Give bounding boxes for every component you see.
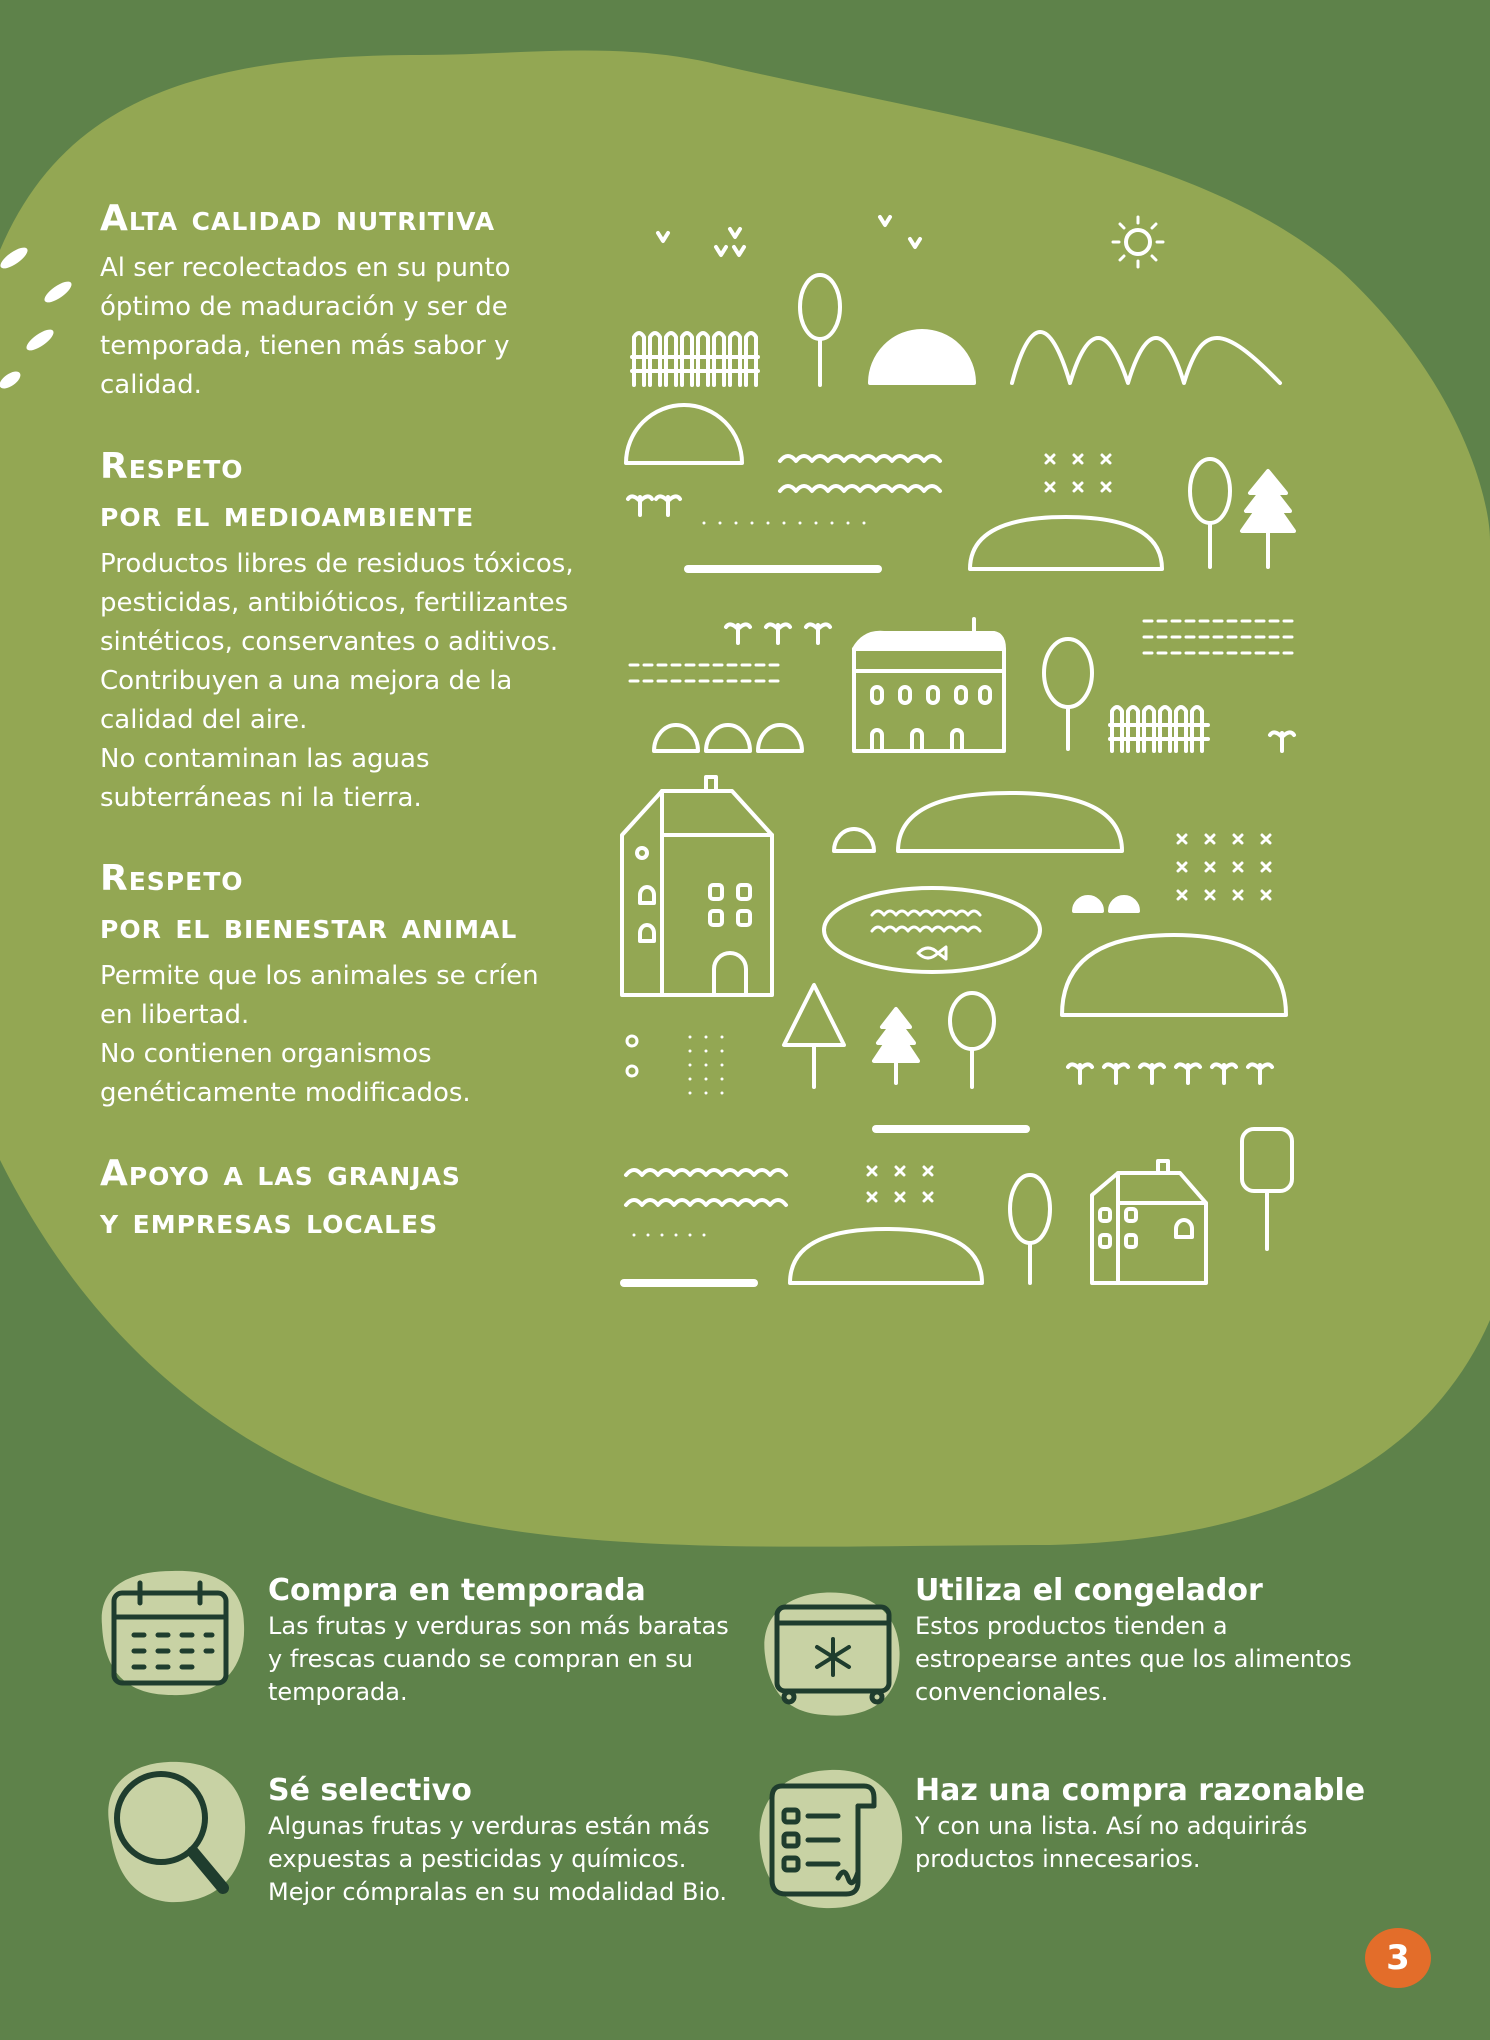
pine-tree-icon	[874, 1009, 918, 1083]
magnifier-icon	[95, 1752, 255, 1912]
tree-icon	[800, 275, 840, 385]
section-title: Apoyo a las granjas y empresas locales	[100, 1153, 461, 1242]
section-body: Al ser recolectados en su punto óptimo de maduración y ser de temporada, tienen más sabor y calidad.	[100, 253, 511, 400]
section-environment	[100, 443, 620, 818]
tip-body: Estos productos tienden a estropearse antes que los alimentos convencionales.	[915, 1612, 1352, 1706]
tip-body: Algunas frutas y verduras están más expuestas a pesticidas y químicos. Mejor cómpralas en su modalidad Bio.	[268, 1812, 728, 1906]
section-title: Alta calidad nutritiva	[100, 198, 496, 239]
pine-tree-icon	[1242, 471, 1294, 567]
section-nutrition	[100, 195, 600, 405]
bushes-icon	[654, 725, 802, 751]
crosses-icon	[1178, 835, 1270, 899]
tip-title: Compra en temporada	[268, 1573, 646, 1608]
tree-icon	[1044, 639, 1092, 749]
triangle-tree-icon	[784, 985, 844, 1087]
tip-title: Utiliza el congelador	[915, 1573, 1263, 1608]
tree-icon	[950, 993, 994, 1087]
tall-house-icon	[622, 777, 772, 995]
sprouts-row-icon	[1068, 1064, 1272, 1083]
hill-icon	[870, 331, 974, 383]
cottage-icon	[1092, 1161, 1206, 1283]
section-animal-welfare	[100, 855, 600, 1113]
tip-selective	[268, 1772, 748, 1909]
shopping-list-icon	[752, 1760, 908, 1916]
calendar-icon	[92, 1565, 252, 1701]
hill-icon	[970, 517, 1162, 569]
section-body: Permite que los animales se críen en libertad. No contienen organismos genéticamente modificados.	[100, 961, 539, 1108]
tip-seasonal	[268, 1572, 738, 1709]
square-tree-icon	[1242, 1129, 1292, 1249]
crosses-icon	[1046, 455, 1110, 491]
tree-icon	[1010, 1175, 1050, 1283]
birds-icon	[658, 217, 920, 255]
tip-body: Y con una lista. Así no adquirirás productos innecesarios.	[915, 1812, 1308, 1873]
sprouts-icon	[628, 496, 680, 515]
tip-title: Sé selectivo	[268, 1773, 472, 1808]
tip-reasonable	[915, 1772, 1385, 1876]
fence-icon	[1110, 707, 1208, 751]
fence-icon	[632, 333, 758, 385]
section-body: Productos libres de residuos tóxicos, pesticidas, antibióticos, fertilizantes sintéticos, conservantes o aditivos. Contribuyen a una mejora de la calidad del aire. No contaminan las aguas subterráneas ni la tierra.	[100, 549, 574, 813]
bushes-icon	[1074, 897, 1138, 911]
sprout-icon	[1270, 732, 1294, 751]
freezer-icon	[755, 1585, 905, 1721]
tip-title: Haz una compra razonable	[915, 1773, 1366, 1808]
section-title: Respeto por el bienestar animal	[100, 858, 518, 947]
circles-icon	[627, 1036, 637, 1076]
tip-freezer	[915, 1572, 1385, 1709]
hill-icon	[898, 793, 1122, 851]
mountains-icon	[1012, 332, 1280, 383]
crosses-icon	[868, 1167, 932, 1201]
section-title: Respeto por el medioambiente	[100, 446, 475, 535]
farmhouse-icon	[854, 619, 1004, 751]
tip-body: Las frutas y verduras son más baratas y frescas cuando se compran en su temporada.	[268, 1612, 729, 1706]
sun-icon	[1113, 217, 1163, 267]
pond-icon	[824, 888, 1040, 972]
section-local-farms	[100, 1150, 600, 1252]
dots-grid-icon	[690, 1037, 722, 1093]
tree-icon	[1190, 459, 1230, 567]
bush-icon	[834, 829, 874, 851]
hill-icon	[790, 1229, 982, 1283]
water-waves-icon	[780, 456, 940, 491]
landscape-illustration	[610, 195, 1310, 1305]
hill-icon	[1062, 935, 1286, 1015]
page-number-badge: 3	[1365, 1928, 1431, 1988]
sprouts-icon	[726, 624, 830, 643]
hill-icon	[626, 405, 742, 463]
water-waves-icon	[626, 1170, 786, 1205]
